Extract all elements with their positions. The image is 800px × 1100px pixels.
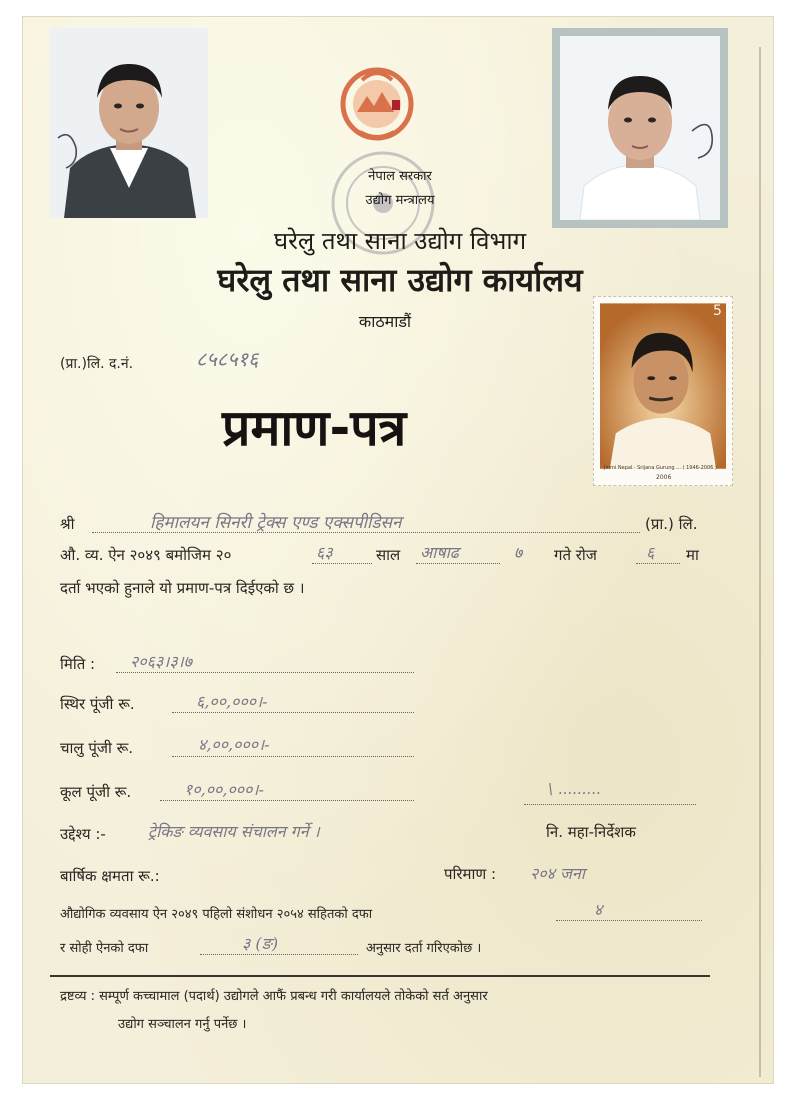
shri-label: श्री (60, 515, 75, 533)
government-label: नेपाल सरकार (368, 169, 432, 184)
note-line-2: उद्योग सञ्चालन गर्नु पर्नेछ । (118, 1017, 247, 1032)
total-capital-dots (160, 800, 414, 801)
stamp-value: 5 (713, 303, 722, 319)
act-line-1: औद्योगिक व्यवसाय ऐन २०४९ पहिलो संशोधन २०५४ सहितको दफा (60, 907, 373, 922)
divider (50, 975, 710, 977)
pvt-ltd-label: (प्रा.) लि. (645, 515, 698, 533)
quantity-value: २०४ जना (530, 864, 585, 883)
act-line-2-suffix: अनुसार दर्ता गरिएकोछ । (366, 941, 482, 956)
date-value: २०६३।३।७ (130, 652, 193, 671)
ma-label: मा (686, 546, 699, 564)
weekday-dots (636, 563, 680, 564)
month-value: आषाढ (420, 543, 459, 562)
ministry-label: उद्योग मन्त्रालय (365, 193, 435, 208)
registration-number: ८५८५१६ (196, 347, 259, 371)
year-dots (312, 563, 372, 564)
annual-capacity-label: बार्षिक क्षमता रू.: (60, 867, 160, 885)
department-heading: घरेलु तथा साना उद्योग विभाग (273, 227, 527, 255)
total-capital-label: कूल पूंजी रू. (60, 783, 132, 801)
act-line-2-value: ३ (ङ) (242, 934, 279, 953)
weekday-value: ६ (646, 543, 655, 562)
total-capital-value: १०,००,०००।- (184, 780, 264, 799)
day-label: गते रोज (554, 546, 597, 564)
act-line-1-value: ४ (594, 900, 603, 919)
objective-value: ट्रेकिङ व्यवसाय संचालन गर्ने । (148, 822, 320, 841)
year-value: ६३ (316, 543, 333, 562)
fixed-capital-value: ६,००,०००।- (196, 692, 268, 711)
working-capital-dots (172, 756, 414, 757)
note-line-1: द्रष्टव्य : सम्पूर्ण कच्चामाल (पदार्थ) उद्योगले आफैं प्रबन्ध गरी कार्यालयले तोकेको सर्त अनुसार (60, 989, 488, 1004)
fixed-capital-label: स्थिर पूंजी रू. (60, 695, 135, 713)
company-name: हिमालयन सिनरी ट्रेक्स एण्ड एक्सपीडिसन (150, 513, 402, 533)
office-heading: घरेलु तथा साना उद्योग कार्यालय (217, 261, 583, 299)
stamp-year: 2006 (656, 474, 672, 481)
postage-stamp (593, 296, 733, 486)
registration-label: (प्रा.)लि. द.नं. (60, 356, 134, 372)
year-label: साल (376, 546, 401, 564)
date-label: मिति : (60, 655, 96, 673)
city-label: काठमाडौं (358, 312, 412, 331)
signatory-title: नि. महा-निर्देशक (546, 823, 636, 841)
fixed-capital-dots (172, 712, 414, 713)
signature-line (524, 804, 696, 805)
date-dots (116, 672, 414, 673)
nepal-emblem-icon (332, 62, 422, 142)
month-dots (416, 563, 500, 564)
working-capital-label: चालु पूंजी रू. (60, 739, 134, 757)
working-capital-value: ४,००,०००।- (198, 735, 270, 754)
act-line-2-prefix: र सोही ऐनको दफा (60, 941, 149, 956)
day-value: ७ (514, 543, 523, 562)
registered-line: दर्ता भएको हुनाले यो प्रमाण-पत्र दिईएको छ । (60, 579, 305, 597)
stamp-caption: Jinmi Nepal · Srijana Gurung ... ( 1946-2006 ) (604, 465, 717, 471)
signature: \ ......... (548, 780, 601, 798)
act-prefix: औ. व्य. ऐन २०४९ बमोजिम २० (60, 546, 232, 564)
certificate-title: प्रमाण-पत्र (222, 399, 407, 457)
act-line-2-dots (200, 954, 358, 955)
quantity-label: परिमाण : (444, 865, 497, 883)
objective-label: उद्देश्य :- (60, 825, 106, 843)
act-line-1-dots (556, 920, 702, 921)
